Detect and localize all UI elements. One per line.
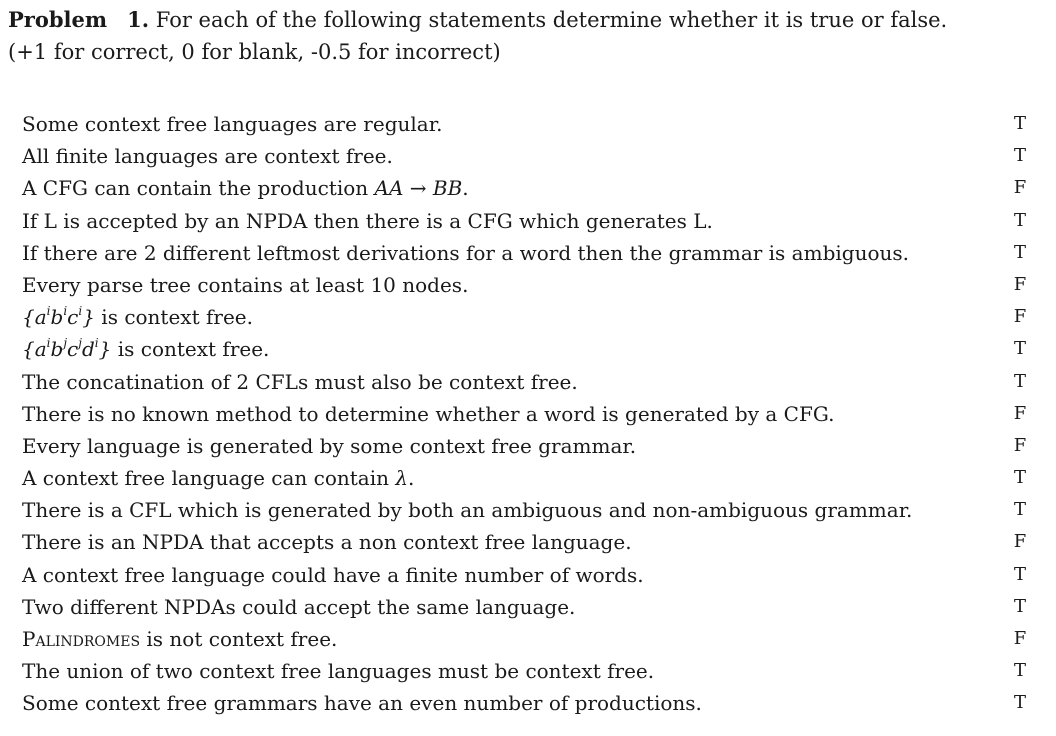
statement-row <box>22 462 1032 494</box>
statement-row <box>22 301 1032 333</box>
statement-row <box>22 430 1032 462</box>
statement-text: The concatination of 2 CFLs must also be context free. <box>22 369 578 394</box>
statement-text <box>22 172 469 204</box>
answer-mark: T <box>1013 209 1026 231</box>
statement-text: A context free language could have a finite number of words. <box>22 562 644 587</box>
statement-row <box>22 591 1032 623</box>
statement-text: If there are 2 different leftmost derivations for a word then the grammar is ambiguous. <box>22 240 909 265</box>
answer-mark: F <box>1013 177 1027 199</box>
statement-post: is not context free. <box>140 627 338 651</box>
answer-mark: F <box>1013 628 1027 649</box>
statement-row <box>22 687 1032 719</box>
answer-mark: T <box>1013 338 1026 360</box>
statement-row <box>22 269 1032 301</box>
statement-post: . <box>408 466 415 491</box>
statement-list <box>22 108 1032 720</box>
statement-text: There is an NPDA that accepts a non context free language. <box>22 530 632 555</box>
statement-text: Every parse tree contains at least 10 nodes. <box>22 272 469 297</box>
problem-label: Problem <box>8 7 108 32</box>
problem-header <box>8 4 1038 68</box>
statement-text: Some context free grammars have an even number of productions. <box>22 691 702 716</box>
answer-mark: F <box>1013 531 1027 553</box>
statement-row <box>22 398 1032 430</box>
answer-mark: T <box>1013 467 1026 489</box>
statement-math: λ <box>395 466 409 491</box>
set-expression: $\{a^ib^ic^i\}$ <box>22 304 95 330</box>
statement-text <box>22 301 253 333</box>
statement-row <box>22 108 1032 140</box>
problem-heading-line <box>8 4 1038 36</box>
answer-mark: F <box>1013 402 1027 424</box>
set-expression: $\{a^ib^jc^jd^i\}$ <box>22 336 112 362</box>
statement-post: is context free. <box>94 305 253 330</box>
answer-mark: T <box>1013 563 1026 585</box>
problem-scoring: (+1 for correct, 0 for blank, -0.5 for incorrect) <box>8 40 501 64</box>
answer-mark: F <box>1013 273 1027 295</box>
statement-row <box>22 333 1032 365</box>
statement-row <box>22 526 1032 558</box>
answer-mark: F <box>1013 434 1027 456</box>
statement-text: Every language is generated by some context free grammar. <box>22 433 637 458</box>
statement-text: Two different NPDAs could accept the same language. <box>22 594 576 619</box>
statement-text <box>22 623 337 655</box>
statement-row <box>22 655 1032 687</box>
statement-row <box>22 559 1032 591</box>
statement-text: There is a CFL which is generated by both an ambiguous and non-ambiguous grammar. <box>22 498 913 523</box>
statement-text: If L is accepted by an NPDA then there is a CFG which generates L. <box>22 208 713 233</box>
answer-mark: T <box>1013 692 1026 714</box>
problem-number: 1. <box>127 7 150 32</box>
statement-math: AA → BB <box>374 176 463 201</box>
statement-text: Some context free languages are regular. <box>22 112 443 136</box>
statement-row <box>22 205 1032 237</box>
statement-row <box>22 237 1032 269</box>
statement-row <box>22 366 1032 398</box>
answer-mark: T <box>1013 370 1026 392</box>
statement-text <box>22 333 269 365</box>
answer-mark: F <box>1013 306 1027 328</box>
statement-text: The union of two context free languages must be context free. <box>22 659 655 684</box>
statement-post: . <box>462 176 469 201</box>
answer-mark: T <box>1013 145 1026 167</box>
statement-post: is context free. <box>111 337 270 362</box>
problem-instruction: For each of the following statements determine whether it is true or false. <box>155 8 948 32</box>
statement-pre: A context free language can contain <box>22 466 396 491</box>
answer-mark: T <box>1013 113 1026 134</box>
statement-row <box>22 494 1032 526</box>
answer-mark: T <box>1013 499 1026 521</box>
statement-text: There is no known method to determine whether a word is generated by a CFG. <box>22 401 835 426</box>
statement-smallcaps: Palindromes <box>22 627 141 651</box>
statement-row <box>22 140 1032 172</box>
statement-text: All finite languages are context free. <box>22 144 393 169</box>
statement-row <box>22 623 1032 655</box>
answer-mark: T <box>1013 241 1026 263</box>
answer-mark: T <box>1013 595 1026 617</box>
answer-mark: T <box>1013 660 1026 682</box>
statement-pre: A CFG can contain the production <box>22 176 375 201</box>
statement-row <box>22 172 1032 204</box>
statement-text <box>22 462 414 494</box>
